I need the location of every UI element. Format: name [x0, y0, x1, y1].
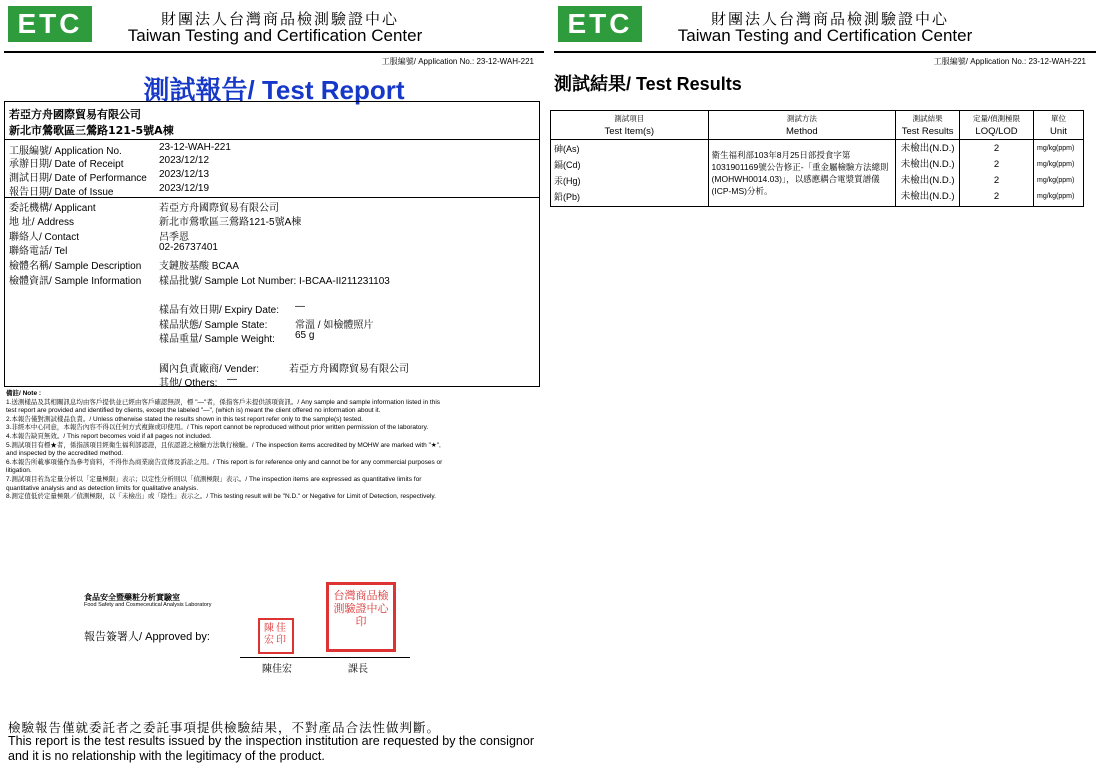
column-header-en: Test Results [901, 126, 954, 137]
note-line: 2.本報告僅對測試樣品負責。/ Unless otherwise stated the results shown in this test report refer only to the sample(s) tested. [6, 415, 363, 423]
client-label: 檢體資訊/ Sample Information [9, 276, 142, 287]
field-label: 承辦日期/ Date of Receipt [9, 159, 124, 170]
lab-name-zh: 食品安全暨藥粧分析實驗室 [84, 593, 180, 602]
application-number-value: 23-12-WAH-221 [476, 57, 534, 66]
column-header [551, 111, 709, 140]
sample-label: 樣品重量/ Sample Weight: [159, 334, 275, 345]
column-header-zh: 測試項目 [614, 114, 645, 123]
company-address: 新北市鶯歌區三鶯路121-5號A棟 [9, 124, 174, 137]
loq-value: 2 [993, 175, 1000, 186]
etc-logo: ETC [558, 6, 642, 42]
client-value: 新北市鶯歌區三鶯路121-5號A棟 [159, 217, 302, 228]
sample-value: 65 g [295, 330, 315, 341]
disclaimer-en: This report is the test results issued by the inspection institution are requested by the consignor and it is no relationship with the legitimacy of the product. [8, 734, 534, 763]
sample-label: 樣品有效日期/ Expiry Date: [159, 305, 280, 316]
column-header [708, 111, 896, 140]
client-value: 支鏈胺基酸 BCAA [159, 261, 240, 272]
results-cell [896, 140, 960, 207]
disclaimer-zh: 檢驗報告僅就委託者之委託事項提供檢驗結果，不對產品合法性做判斷。 [8, 720, 441, 735]
client-label: 聯絡電話/ Tel [9, 246, 68, 257]
sample-value: 常溫 / 如檢體照片 [295, 320, 374, 331]
test-item: 汞(Hg) [554, 176, 581, 186]
field-value: 2023/12/13 [159, 169, 210, 180]
lab-name-en: Food Safety and Cosmeceutical Analysis Laboratory [84, 602, 212, 608]
note-line: 4.本報告缺頁無效。/ This report becomes void if all pages not included. [6, 432, 212, 440]
report-page-2 [550, 0, 1100, 764]
unit-value: mg/kg(ppm) [1037, 145, 1075, 152]
column-header-en: Unit [1050, 126, 1067, 137]
org-name-en: Taiwan Testing and Certification Center [677, 26, 973, 45]
column-header [896, 111, 960, 140]
unit-value: mg/kg(ppm) [1037, 193, 1075, 200]
method-cell: 衛生福利部103年8月25日部授食字第1031901169號公告修正-「重金屬檢驗方法總則(MOHWH0014.03)」，以感應耦合電漿質譜儀(ICP-MS)分析。 [708, 140, 896, 207]
field-label: 報告日期/ Date of Issue [9, 187, 114, 198]
column-header-zh: 單位 [1051, 114, 1066, 123]
loq-cell [960, 140, 1034, 207]
table-row [551, 140, 1084, 207]
loq-value: 2 [993, 191, 1000, 202]
field-label: 測試日期/ Date of Performance [9, 173, 147, 184]
client-label: 地 址/ Address [9, 217, 75, 228]
client-label: 委託機構/ Applicant [9, 203, 96, 214]
test-items-cell [551, 140, 709, 207]
signer-seal: 陳佳宏印 [258, 618, 294, 654]
client-label: 檢體名稱/ Sample Description [9, 261, 142, 272]
report-title: 測試報告/ Test Report [143, 75, 405, 105]
client-value: 呂季恩 [159, 232, 189, 243]
column-header [1034, 111, 1084, 140]
sample-label: 樣品狀態/ Sample State: [159, 320, 268, 331]
unit-cell [1034, 140, 1084, 207]
unit-value: mg/kg(ppm) [1037, 161, 1075, 168]
others-value: — [227, 374, 237, 385]
test-result: 未檢出(N.D.) [900, 191, 955, 202]
column-header-en: Method [786, 126, 818, 137]
note-line: test report are provided and identified by clients, except the labeled "—", (which is) meant the client offered no information about it. [6, 407, 381, 415]
info-divider [5, 197, 539, 198]
application-number-value: 23-12-WAH-221 [1028, 57, 1086, 66]
others-label: 其他/ Others: [159, 378, 218, 389]
note-line: quantitative analysis and as detection limits for qualitative analysis. [6, 484, 199, 492]
results-header-row [551, 111, 1084, 140]
note-line: litigation. [6, 467, 32, 475]
field-value: 2023/12/19 [159, 183, 210, 194]
vender-label: 國內負責廠商/ Vender: [159, 364, 260, 375]
test-item: 砷(As) [554, 144, 580, 154]
application-number-label: 工服編號/ Application No.: [933, 57, 1027, 66]
column-header-zh: 測試結果 [912, 114, 943, 123]
field-value: 23-12-WAH-221 [159, 142, 231, 153]
approved-by-label: 報告簽署人/ Approved by: [84, 631, 210, 643]
column-header-zh: 定量/偵測極限 [973, 114, 1021, 123]
vender-value: 若亞方舟國際貿易有限公司 [289, 364, 409, 375]
column-header-en: LOQ/LOD [975, 126, 1018, 137]
org-name-zh: 財團法人台灣商品檢測驗證中心 [710, 10, 949, 28]
signer-name: 陳佳宏 [262, 664, 292, 675]
note-line: 8.測定值低於定量極限／偵測極限，以「未檢出」或「陰性」表示之。/ This testing result will be "N.D." or Negative for Limit of Detection, respectively. [6, 493, 436, 501]
notes-heading: 備註/ Note : [6, 390, 42, 397]
client-label: 聯絡人/ Contact [9, 232, 80, 243]
report-page-1 [0, 0, 548, 764]
unit-value: mg/kg(ppm) [1037, 177, 1075, 184]
column-header [960, 111, 1034, 140]
official-seal: 台灣商品檢測驗證中心印 [326, 582, 396, 652]
note-line: and inspected by the accredited method. [6, 450, 124, 458]
note-line: 1.送測樣品及其相關訊息均由客戶提供並已經由客戶確認無誤，標 "—"者，係指客戶未提供該項資訊。/ Any sample and sample information listed in this [6, 398, 441, 406]
application-number [934, 56, 1086, 67]
client-value: 樣品批號/ Sample Lot Number: I-BCAA-II211231103 [159, 276, 390, 287]
test-item: 鎘(Cd) [554, 160, 581, 170]
client-value: 02-26737401 [159, 242, 218, 253]
sample-value: — [295, 301, 305, 312]
column-header-zh: 測試方法 [786, 114, 817, 123]
test-result: 未檢出(N.D.) [900, 159, 955, 170]
test-result: 未檢出(N.D.) [900, 143, 955, 154]
info-divider [5, 139, 539, 140]
note-line: 7.測試項目若為定量分析以「定量極限」表示；以定性分析則以「偵測極限」表示。/ The inspection items are expressed as quantitative limits for [6, 475, 422, 483]
loq-value: 2 [993, 159, 1000, 170]
loq-value: 2 [993, 143, 1000, 154]
application-number [382, 56, 534, 67]
test-result: 未檢出(N.D.) [900, 175, 955, 186]
signature-line [240, 657, 410, 658]
client-value: 若亞方舟國際貿易有限公司 [159, 203, 279, 214]
test-item: 鉛(Pb) [554, 192, 581, 202]
results-table [550, 110, 1084, 207]
etc-logo: ETC [8, 6, 92, 42]
org-name-en: Taiwan Testing and Certification Center [127, 26, 423, 45]
org-name-zh: 財團法人台灣商品檢測驗證中心 [160, 10, 399, 28]
note-line: 3.非經本中心同意，本報告內容不得以任何方式複錄或印使用。/ This report cannot be reproduced without prior written permission of the laboratory. [6, 424, 429, 432]
column-header-en: Test Item(s) [604, 126, 655, 137]
header-divider [554, 51, 1096, 53]
report-info-box [4, 101, 540, 387]
signer-title: 課長 [348, 664, 368, 675]
header-divider [4, 51, 544, 53]
application-number-label: 工服編號/ Application No.: [381, 57, 475, 66]
note-line: 5.測試項目有標★者，係指該項目經衛生福利部認證，且依認證之檢驗方法執行檢驗。/ The inspection items accredited by MOHW are marked with "★", [6, 441, 441, 449]
note-line: 6.本報告所載事項僅作為參考資料，不得作為商業廣告宣傳及訴訟之用。/ This report is for reference only and cannot be for any commercial purposes or [6, 458, 443, 466]
company-name: 若亞方舟國際貿易有限公司 [9, 108, 141, 121]
results-title: 測試結果/ Test Results [554, 74, 742, 94]
notes-section [6, 390, 540, 502]
field-value: 2023/12/12 [159, 155, 210, 166]
field-label: 工服編號/ Application No. [9, 146, 122, 157]
